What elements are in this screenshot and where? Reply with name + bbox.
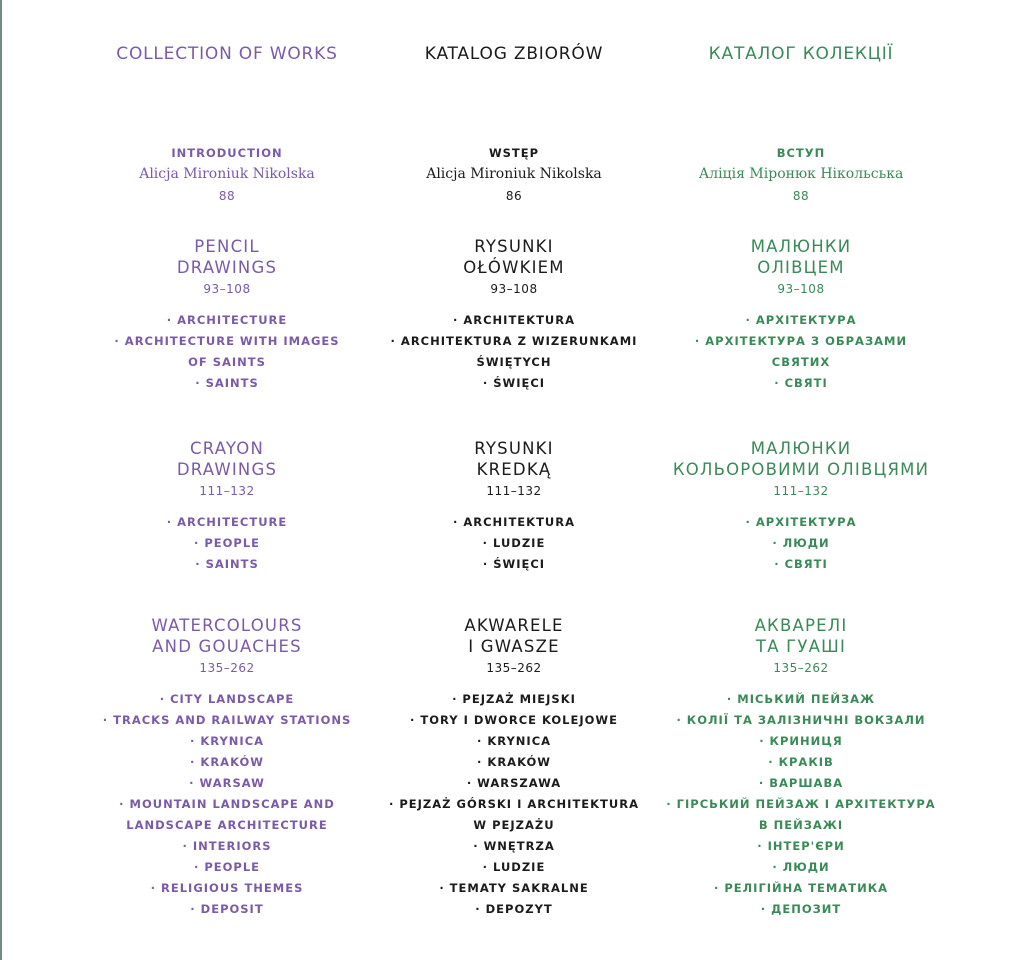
- section-item-list: [636, 512, 966, 575]
- section-item: ŚWIĘTYCH: [476, 355, 552, 369]
- section-item-list: [349, 512, 679, 575]
- section-item: · RELIGIOUS THEMES: [150, 881, 304, 895]
- introduction-page-number: 88: [792, 189, 810, 203]
- section-item: · WARSZAWA: [466, 776, 562, 790]
- section-item: · ARCHITECTURE: [166, 515, 288, 529]
- section-item: · КОЛІЇ ТА ЗАЛІЗНИЧНІ ВОКЗАЛИ: [676, 713, 926, 727]
- section-title-line: WATERCOLOURS: [151, 616, 303, 635]
- section-item: · ЛЮДИ: [772, 860, 830, 874]
- section-item: · РЕЛІГІЙНА ТЕМАТИКА: [713, 881, 889, 895]
- section-page-range: 111–132: [486, 484, 542, 498]
- section-page-range: 111–132: [773, 484, 829, 498]
- section-title-line: ОЛІВЦЕМ: [757, 258, 845, 277]
- section-page-range: 135–262: [773, 661, 829, 675]
- section-item: · KRAKÓW: [477, 755, 551, 769]
- section-item: · ARCHITEKTURA: [452, 313, 576, 327]
- catalog-section: [636, 438, 966, 575]
- catalog-section: [349, 615, 679, 920]
- catalog-title: COLLECTION OF WORKS: [116, 44, 338, 64]
- introduction-author: Аліція Міронюк Нікольська: [698, 166, 904, 182]
- section-item: · PEOPLE: [193, 860, 261, 874]
- section-title-line: МАЛЮНКИ: [750, 237, 852, 256]
- section-item: · PEJZAŻ GÓRSKI I ARCHITEKTURA: [389, 797, 639, 811]
- section-title-line: I GWASZE: [468, 637, 560, 656]
- section-item: W PEJZAŻU: [473, 818, 555, 832]
- section-item: · WARSAW: [189, 776, 265, 790]
- section-item: · DEPOSIT: [190, 902, 264, 916]
- section-item: · ДЕПОЗИТ: [760, 902, 842, 916]
- section-title-line: RYSUNKI: [474, 439, 554, 458]
- catalog-title: КАТАЛОГ КОЛЕКЦІЇ: [708, 44, 894, 64]
- section-title-line: RYSUNKI: [474, 237, 554, 256]
- catalog-section: [349, 438, 679, 575]
- introduction-label: INTRODUCTION: [171, 146, 283, 160]
- catalog-section: [349, 236, 679, 394]
- section-item: LANDSCAPE ARCHITECTURE: [126, 818, 328, 832]
- section-item-list: [349, 689, 679, 920]
- section-item: В ПЕЙЗАЖІ: [758, 818, 844, 832]
- section-item: · СВЯТІ: [774, 557, 828, 571]
- section-page-range: 135–262: [199, 661, 255, 675]
- section-item: · ЛЮДИ: [772, 536, 830, 550]
- section-item-list: [349, 310, 679, 394]
- section-item: · ŚWIĘCI: [482, 376, 546, 390]
- section-item: · ВАРШАВА: [758, 776, 844, 790]
- introduction-page-number: 88: [218, 189, 236, 203]
- section-item: · ІНТЕР'ЄРИ: [757, 839, 845, 853]
- catalog-section: [636, 236, 966, 394]
- introduction-label: ВСТУП: [776, 146, 826, 160]
- section-item: · CITY LANDSCAPE: [159, 692, 295, 706]
- section-item: · АРХІТЕКТУРА: [745, 313, 857, 327]
- introduction-author: Alicja Mironiuk Nikolska: [426, 166, 602, 182]
- section-item-list: [636, 689, 966, 920]
- section-item: · ARCHITEKTURA: [452, 515, 576, 529]
- section-item: СВЯТИХ: [771, 355, 831, 369]
- section-title-line: KREDKĄ: [476, 460, 552, 479]
- section-title-line: МАЛЮНКИ: [750, 439, 852, 458]
- section-title-line: ТА ГУАШІ: [755, 637, 847, 656]
- introduction-label: WSTĘP: [488, 146, 540, 160]
- section-item: · АРХІТЕКТУРА: [745, 515, 857, 529]
- introduction-entry: [62, 145, 392, 204]
- section-page-range: 135–262: [486, 661, 542, 675]
- section-page-range: 111–132: [199, 484, 255, 498]
- introduction-entry: [349, 145, 679, 204]
- section-title-line: DRAWINGS: [176, 460, 278, 479]
- section-page-range: 93–108: [777, 282, 825, 296]
- section-item-list: [62, 512, 392, 575]
- section-title-line: AKWARELE: [464, 616, 564, 635]
- section-title-line: AND GOUACHES: [152, 637, 302, 656]
- section-item: · TEMATY SAKRALNE: [439, 881, 589, 895]
- introduction-author: Alicja Mironiuk Nikolska: [139, 166, 315, 182]
- section-item: · КРИНИЦЯ: [759, 734, 843, 748]
- section-item-list: [636, 310, 966, 394]
- section-item: · PEOPLE: [193, 536, 261, 550]
- section-item: · KRAKÓW: [190, 755, 264, 769]
- section-item: · INTERIORS: [182, 839, 272, 853]
- section-title-line: OŁÓWKIEM: [463, 258, 565, 277]
- section-item: · ŚWIĘCI: [482, 557, 546, 571]
- section-title-line: DRAWINGS: [176, 258, 278, 277]
- section-title-line: КОЛЬОРОВИМИ ОЛІВЦЯМИ: [672, 460, 930, 479]
- section-page-range: 93–108: [490, 282, 538, 296]
- section-item-list: [62, 689, 392, 920]
- section-title-line: CRAYON: [189, 439, 265, 458]
- section-item: · ГІРСЬКИЙ ПЕЙЗАЖ І АРХІТЕКТУРА: [666, 797, 936, 811]
- section-item: · LUDZIE: [482, 860, 546, 874]
- section-item: · ARCHITECTURE WITH IMAGES: [114, 334, 340, 348]
- section-item: · ARCHITECTURE: [166, 313, 288, 327]
- catalog-section: [62, 438, 392, 575]
- section-item: · SAINTS: [195, 557, 259, 571]
- section-item: · MOUNTAIN LANDSCAPE AND: [119, 797, 335, 811]
- section-item: · TRACKS AND RAILWAY STATIONS: [102, 713, 352, 727]
- section-item: · СВЯТІ: [774, 376, 828, 390]
- section-item: · АРХІТЕКТУРА З ОБРАЗАМИ: [694, 334, 908, 348]
- introduction-entry: [636, 145, 966, 204]
- page-edge-line: [0, 0, 2, 960]
- section-page-range: 93–108: [203, 282, 251, 296]
- section-item: · WNĘTRZA: [473, 839, 555, 853]
- section-item: · LUDZIE: [482, 536, 546, 550]
- section-item: · DEPOZYT: [475, 902, 553, 916]
- section-item: · KRYNICA: [189, 734, 265, 748]
- catalog-section: [62, 615, 392, 920]
- section-title-line: АКВАРЕЛІ: [754, 616, 848, 635]
- section-item-list: [62, 310, 392, 394]
- catalog-section: [636, 615, 966, 920]
- catalog-title: KATALOG ZBIORÓW: [424, 44, 604, 64]
- section-item: · КРАКІВ: [768, 755, 834, 769]
- section-item: · TORY I DWORCE KOLEJOWE: [410, 713, 618, 727]
- section-title-line: PENCIL: [194, 237, 260, 256]
- section-item: · МІСЬКИЙ ПЕЙЗАЖ: [726, 692, 876, 706]
- section-item: · SAINTS: [195, 376, 259, 390]
- section-item: · PEJZAŻ MIEJSKI: [452, 692, 576, 706]
- catalog-section: [62, 236, 392, 394]
- introduction-page-number: 86: [505, 189, 523, 203]
- section-item: OF SAINTS: [188, 355, 266, 369]
- section-item: · ARCHITEKTURA Z WIZERUNKAMI: [390, 334, 638, 348]
- section-item: · KRYNICA: [476, 734, 552, 748]
